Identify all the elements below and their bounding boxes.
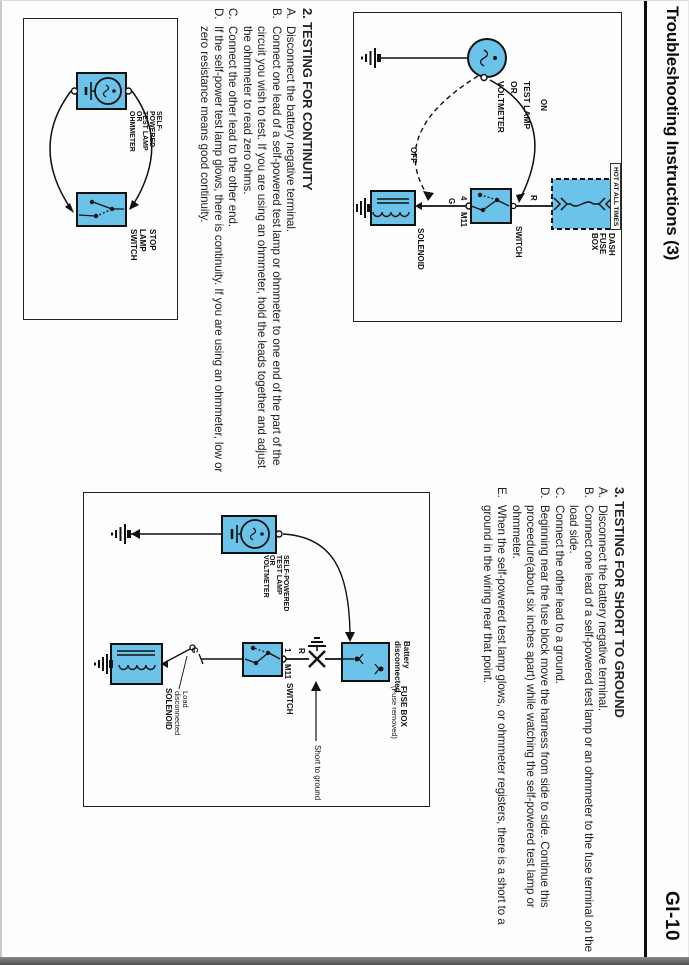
- solenoid-symbol: [357, 191, 415, 225]
- test-lamp-symbol: [362, 39, 506, 81]
- diagram-short-svg: [84, 493, 429, 806]
- list-item: A. Disconnect the battery negative terminal.: [284, 8, 297, 232]
- section-heading: 2. TESTING FOR CONTINUITY: [300, 8, 315, 191]
- switch-label: SWITCH: [514, 226, 523, 258]
- fuse-box-label: FUSE BOX (Fuse removed): [390, 686, 408, 739]
- connector-name-label: M11: [459, 212, 468, 228]
- connector-name-label: M11: [283, 664, 292, 680]
- arrowhead-icon: [415, 202, 422, 210]
- procedure-list: [196, 8, 297, 478]
- self-powered-tester-label: SELF-POWERED TEST LAMP OR VOLTMETER: [261, 555, 289, 612]
- self-powered-tester-label: SELF- POWERED TEST LAMP OR OHMMETER: [127, 111, 162, 152]
- diagram-continuity-test: [23, 18, 178, 320]
- arrowhead-icon: [65, 203, 74, 213]
- list-item: B. Connect one lead of a self-powered test lamp or ohmmeter to one end of the part of the circuit you wish to test. If you are using an ohmmeter, hold the leads together and adjust the ohmmeter to read zero ohms.: [240, 8, 283, 469]
- self-powered-tester-symbol: [222, 516, 282, 553]
- wire-r-label: R: [297, 648, 306, 654]
- section-continuity: [196, 8, 315, 478]
- list-item: D. Beginning near the fuse block move the harness from side to side. Continue this proceedure(about six inches apart) while watching the self-powered test lamp or ohmmeter.: [509, 487, 552, 908]
- arrowhead-icon: [423, 191, 434, 201]
- short-x-icon: [309, 651, 325, 667]
- test-lead-curve: [283, 534, 355, 642]
- load-disconnected-break: [162, 645, 243, 689]
- hot-at-all-times-tag: HOT AT ALL TIMES: [610, 163, 621, 230]
- dash-fuse-box-label: DASH FUSE BOX: [589, 233, 616, 256]
- ground-icon: [308, 638, 326, 646]
- fuse-box-symbol: [342, 643, 389, 681]
- wire-g-label: G: [447, 198, 456, 205]
- battery-disconnected-label: Battery disconnected: [393, 641, 411, 693]
- arrowhead-icon: [129, 200, 139, 210]
- arrowhead-icon: [516, 193, 525, 203]
- switch-label: SWITCH: [285, 683, 294, 715]
- arrowhead-icon: [345, 632, 355, 642]
- page-number: GI-10: [661, 891, 682, 942]
- connector-pin-label: 4: [459, 196, 468, 201]
- off-label: OFF: [409, 147, 418, 163]
- stop-lamp-switch-symbol: [77, 193, 126, 226]
- scan-edge-bottom: [0, 957, 689, 965]
- list-item: C. Connect the other lead to the other end.: [226, 8, 240, 227]
- switch-symbol: [471, 189, 511, 223]
- header-rule: [644, 0, 647, 965]
- diagram-voltage-test: [353, 12, 622, 322]
- diagram-continuity-svg: [24, 19, 177, 319]
- list-item: E. When the self-powered test lamp glows, or ohmmeter registers, there is a short to a ground in the wiring near that point.: [480, 487, 509, 925]
- scan-edge-left: [0, 0, 2, 965]
- arrowhead-icon: [131, 529, 140, 539]
- switch-symbol: [243, 643, 282, 676]
- tester-ground-wire: [112, 524, 222, 544]
- wire-g-label: G: [190, 647, 199, 654]
- list-item: C. Connect the other lead to a ground.: [552, 487, 566, 684]
- ground-icon: [362, 48, 375, 68]
- scan-edge-top: [0, 0, 689, 1]
- solenoid-label: SOLENOID: [416, 228, 425, 270]
- list-item: B. Connect one lead of a self-powered test lamp or an ohmmeter to the fuse terminal on the load side.: [567, 487, 595, 952]
- section-short-to-ground: [479, 487, 627, 961]
- connector-pin-label: 1: [283, 648, 292, 653]
- procedure-list: [479, 487, 609, 961]
- wire-r-label: R: [529, 195, 538, 201]
- section-heading: 3. TESTING FOR SHORT TO GROUND: [612, 487, 627, 718]
- ground-icon: [357, 198, 365, 218]
- self-powered-tester-symbol: [72, 73, 132, 109]
- page-title: Troubleshooting Instructions (3): [663, 6, 682, 261]
- stop-lamp-switch-label: STOP LAMP SWITCH: [129, 229, 157, 261]
- dash-fuse-box-symbol: [552, 179, 616, 229]
- ground-icon: [95, 654, 107, 674]
- list-item: A. Disconnect the battery negative terminal.: [596, 487, 609, 711]
- diagram-voltage-svg: [354, 13, 621, 321]
- solenoid-label: SOLENOID: [164, 688, 173, 730]
- solenoid-symbol: [95, 644, 168, 684]
- arrowhead-icon: [311, 681, 321, 691]
- ground-icon: [112, 524, 125, 544]
- test-lamp-label: TEST LAMP OR VOLTMETER: [496, 81, 532, 133]
- probe-off-curve: [415, 76, 478, 201]
- short-to-ground-label: Short to ground: [313, 745, 322, 801]
- list-item: D. If the self-power test lamp glows, there is continuity. If you are using an ohmmeter, low or zero resistance means good continuity.: [197, 8, 225, 473]
- on-label: ON: [539, 99, 548, 111]
- diagram-short-to-ground: [83, 492, 430, 807]
- load-disconnected-label: Load disconnected: [173, 691, 190, 736]
